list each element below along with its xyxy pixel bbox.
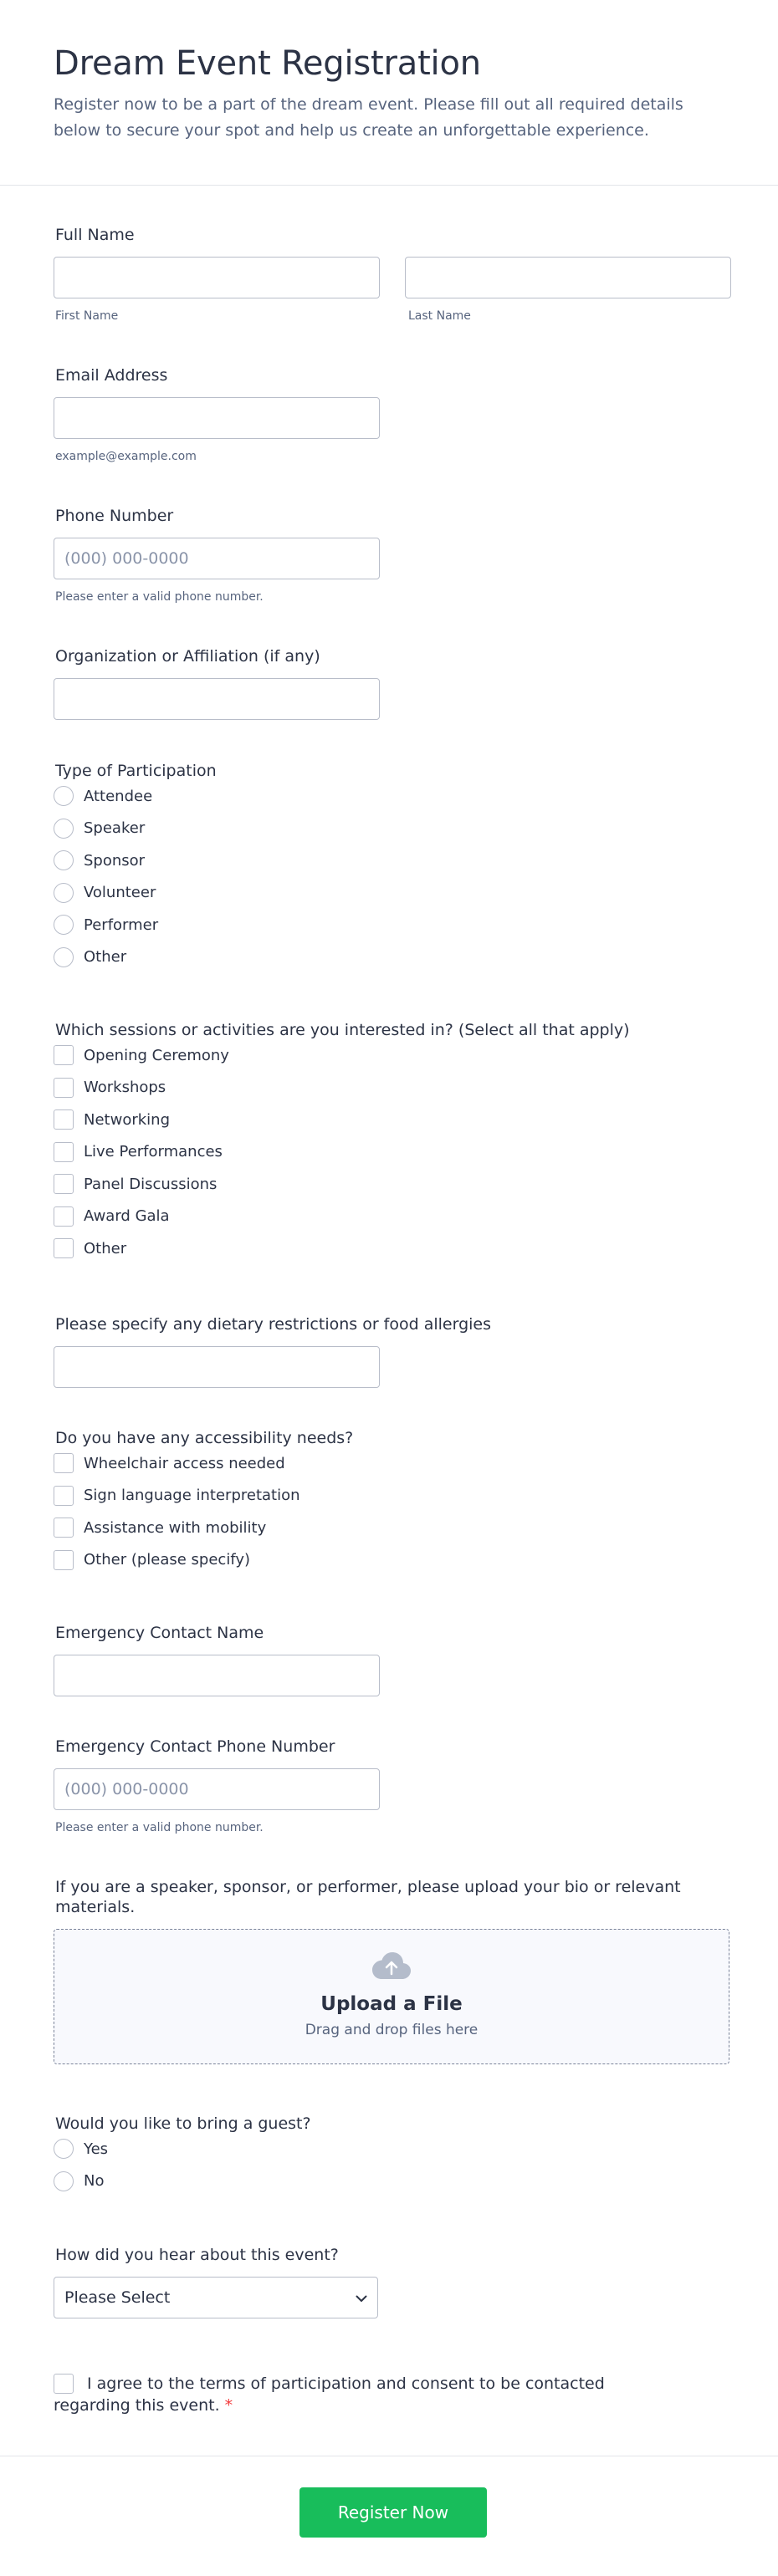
sessions-label: Which sessions or activities are you interested in? (Select all that apply) [55, 1021, 630, 1039]
chevron-down-icon [356, 2288, 367, 2307]
participation-option-other[interactable]: Other [54, 941, 158, 974]
emergency-phone-input[interactable] [54, 1768, 380, 1810]
file-dropzone[interactable] [54, 1929, 729, 2064]
accessibility-option-other[interactable]: Other (please specify) [54, 1544, 300, 1577]
upload-label: If you are a speaker, sponsor, or performer, please upload your bio or relevant materials. [55, 1878, 681, 1916]
form-header [0, 0, 778, 186]
sessions-options [54, 1039, 229, 1265]
last-name-sublabel: Last Name [408, 309, 471, 323]
email-sublabel: example@example.com [55, 450, 197, 463]
organization-question [55, 646, 731, 666]
form-footer [0, 2456, 778, 2576]
checkbox[interactable] [54, 1109, 74, 1130]
participation-label: Type of Participation [55, 762, 217, 780]
radio-button[interactable] [54, 2171, 74, 2191]
checkbox[interactable] [54, 1174, 74, 1194]
radio-button[interactable] [54, 915, 74, 935]
full-name-label: Full Name [55, 226, 135, 244]
guest-options [54, 2133, 108, 2197]
dietary-label: Please specify any dietary restrictions or food allergies [55, 1315, 492, 1334]
accessibility-options [54, 1447, 300, 1576]
radio-button[interactable] [54, 786, 74, 806]
participation-option-performer[interactable]: Performer [54, 909, 158, 941]
participation-option-sponsor[interactable]: Sponsor [54, 844, 158, 877]
session-option-live-performances[interactable]: Live Performances [54, 1136, 229, 1169]
checkbox[interactable] [54, 1206, 74, 1227]
email-input[interactable] [54, 397, 380, 439]
emergency-name-question [55, 1623, 731, 1643]
guest-option-no[interactable]: No [54, 2165, 108, 2198]
checkbox[interactable] [54, 1238, 74, 1258]
guest-question [55, 2114, 731, 2191]
sessions-question [55, 1020, 731, 1257]
full-name-question [55, 225, 731, 323]
phone-sublabel: Please enter a valid phone number. [55, 590, 264, 604]
session-option-award-gala[interactable]: Award Gala [54, 1201, 229, 1233]
register-now-button[interactable]: Register Now [299, 2487, 487, 2538]
emergency-phone-label: Emergency Contact Phone Number [55, 1737, 335, 1756]
radio-button[interactable] [54, 819, 74, 839]
accessibility-question [55, 1428, 731, 1569]
phone-question [55, 506, 731, 604]
checkbox[interactable] [54, 1045, 74, 1065]
participation-options [54, 780, 158, 973]
organization-label: Organization or Affiliation (if any) [55, 647, 320, 666]
form-description: Register now to be a part of the dream event. Please fill out all required details below to secure your spot and help us create an unforgettable experience. [54, 95, 683, 140]
phone-input[interactable] [54, 538, 380, 579]
emergency-name-label: Emergency Contact Name [55, 1624, 264, 1642]
participation-question [55, 761, 731, 967]
source-selected-value: Please Select [64, 2288, 171, 2307]
emergency-phone-question [55, 1737, 731, 1834]
email-label: Email Address [55, 366, 168, 385]
accessibility-label: Do you have any accessibility needs? [55, 1429, 354, 1447]
source-label: How did you hear about this event? [55, 2246, 339, 2264]
checkbox[interactable] [54, 1518, 74, 1538]
radio-button[interactable] [54, 883, 74, 903]
checkbox[interactable] [54, 1453, 74, 1473]
participation-option-attendee[interactable]: Attendee [54, 780, 158, 813]
checkbox[interactable] [54, 1142, 74, 1162]
upload-question [55, 1877, 731, 2038]
participation-option-volunteer[interactable]: Volunteer [54, 877, 158, 910]
radio-button[interactable] [54, 2139, 74, 2159]
checkbox[interactable] [54, 1550, 74, 1570]
dietary-question [55, 1314, 731, 1334]
accessibility-option-mobility[interactable]: Assistance with mobility [54, 1512, 300, 1544]
terms-text [54, 2373, 636, 2416]
upload-subtitle: Drag and drop files here [305, 2022, 479, 2038]
participation-option-speaker[interactable]: Speaker [54, 813, 158, 845]
session-option-opening-ceremony[interactable]: Opening Ceremony [54, 1039, 229, 1072]
organization-input[interactable] [54, 678, 380, 720]
cloud-upload-icon [54, 1951, 729, 1983]
emergency-name-input[interactable] [54, 1655, 380, 1696]
terms-label: I agree to the terms of participation and consent to be contacted regarding this event. [54, 2375, 605, 2415]
phone-label: Phone Number [55, 507, 174, 525]
radio-button[interactable] [54, 947, 74, 967]
session-option-workshops[interactable]: Workshops [54, 1072, 229, 1104]
emergency-phone-sublabel: Please enter a valid phone number. [55, 1821, 264, 1834]
checkbox[interactable] [54, 1486, 74, 1506]
email-question [55, 365, 731, 463]
upload-title: Upload a File [320, 1993, 463, 2015]
first-name-sublabel: First Name [55, 309, 119, 323]
required-mark: * [224, 2396, 233, 2415]
source-question [55, 2245, 731, 2307]
terms-checkbox[interactable] [54, 2374, 74, 2394]
accessibility-option-sign-language[interactable]: Sign language interpretation [54, 1480, 300, 1512]
form-title: Dream Event Registration [54, 44, 481, 83]
dietary-input[interactable] [54, 1346, 380, 1388]
radio-button[interactable] [54, 850, 74, 870]
session-option-panel-discussions[interactable]: Panel Discussions [54, 1168, 229, 1201]
session-option-networking[interactable]: Networking [54, 1104, 229, 1136]
accessibility-option-wheelchair[interactable]: Wheelchair access needed [54, 1447, 300, 1480]
terms-question [54, 2373, 636, 2416]
guest-label: Would you like to bring a guest? [55, 2114, 311, 2133]
checkbox[interactable] [54, 1078, 74, 1098]
guest-option-yes[interactable]: Yes [54, 2133, 108, 2165]
last-name-input[interactable] [405, 257, 731, 298]
source-select[interactable] [54, 2277, 378, 2318]
first-name-input[interactable] [54, 257, 380, 298]
session-option-other[interactable]: Other [54, 1232, 229, 1265]
